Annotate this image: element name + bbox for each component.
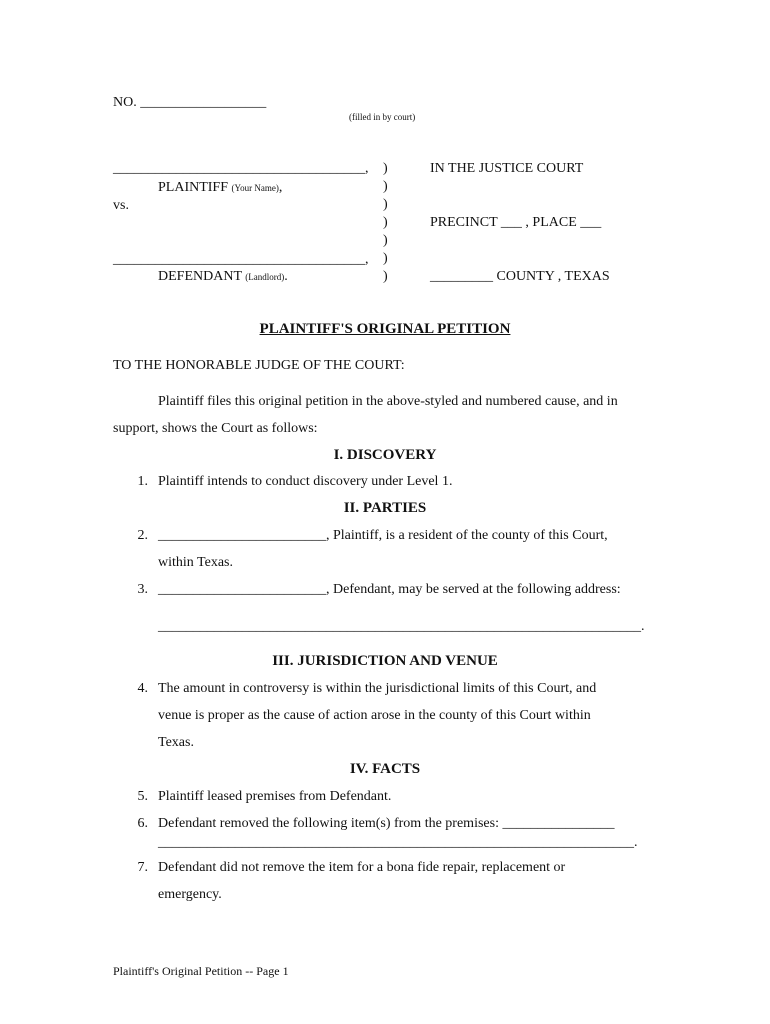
paren: ) — [383, 251, 388, 266]
paren: ) — [383, 233, 388, 248]
paren: ) — [383, 161, 388, 176]
plaintiff-note: (Your Name) — [231, 183, 279, 193]
item-4-line1: The amount in controversy is within the jurisdictional limits of this Court, and — [158, 681, 597, 696]
intro-paragraph-line2: support, shows the Court as follows: — [113, 421, 318, 436]
paren: ) — [383, 269, 388, 284]
plaintiff-label: PLAINTIFF — [158, 180, 229, 195]
paren: ) — [383, 179, 388, 194]
salutation: TO THE HONORABLE JUDGE OF THE COURT: — [113, 358, 405, 373]
item-4-line3: Texas. — [158, 735, 194, 750]
item-number: 5. — [137, 789, 148, 804]
paren: ) — [383, 197, 388, 212]
versus-label: vs. — [113, 198, 129, 213]
item-7-line2: emergency. — [158, 887, 222, 902]
intro-paragraph-line1: Plaintiff files this original petition in the above-styled and numbered cause, and in — [158, 394, 618, 409]
defendant-period: . — [284, 269, 288, 284]
item-4-line2: venue is proper as the cause of action arose in the county of this Court within — [158, 708, 591, 723]
precinct-place-line: PRECINCT ___ , PLACE ___ — [430, 215, 602, 230]
item-5-text: Plaintiff leased premises from Defendant. — [158, 789, 392, 804]
item-number: 7. — [137, 860, 148, 875]
defendant-note: (Landlord) — [245, 272, 285, 282]
item-number: 1. — [137, 474, 148, 489]
item-2-line1: ________________________, Plaintiff, is a resident of the county of this Court, — [158, 528, 608, 543]
item-6-line1: Defendant removed the following item(s) from the premises: ________________ — [158, 816, 615, 831]
document-title: PLAINTIFF'S ORIGINAL PETITION — [259, 321, 511, 337]
filled-by-court-note: (filled in by court) — [349, 112, 416, 122]
item-2-line2: within Texas. — [158, 555, 233, 570]
item-number: 2. — [137, 528, 148, 543]
item-7-line1: Defendant did not remove the item for a bona fide repair, replacement or — [158, 860, 566, 875]
item-number: 4. — [137, 681, 148, 696]
defendant-label-row — [158, 268, 288, 286]
county-line: _________ COUNTY , TEXAS — [430, 269, 610, 284]
section-heading-jurisdiction: III. JURISDICTION AND VENUE — [272, 653, 498, 669]
paren: ) — [383, 215, 388, 230]
section-heading-parties: II. PARTIES — [343, 500, 427, 516]
page-footer: Plaintiff's Original Petition -- Page 1 — [113, 964, 289, 978]
item-6-line2: ____________________________________________________________________. — [158, 835, 638, 850]
case-number-line: NO. __________________ — [113, 95, 267, 110]
item-3-address-line: _____________________________________________________________________. — [158, 619, 645, 634]
defendant-name-line: ____________________________________, — [113, 252, 369, 267]
plaintiff-label-row — [158, 179, 282, 197]
section-heading-facts: IV. FACTS — [349, 761, 421, 777]
item-number: 3. — [137, 582, 148, 597]
plaintiff-comma: , — [278, 180, 283, 195]
item-1-text: Plaintiff intends to conduct discovery under Level 1. — [158, 474, 453, 489]
court-name: IN THE JUSTICE COURT — [430, 161, 584, 176]
defendant-label: DEFENDANT — [158, 269, 242, 284]
item-number: 6. — [137, 816, 148, 831]
section-heading-discovery: I. DISCOVERY — [333, 447, 437, 463]
item-3-line1: ________________________, Defendant, may be served at the following address: — [158, 582, 621, 597]
plaintiff-name-line: ____________________________________, — [113, 161, 369, 176]
